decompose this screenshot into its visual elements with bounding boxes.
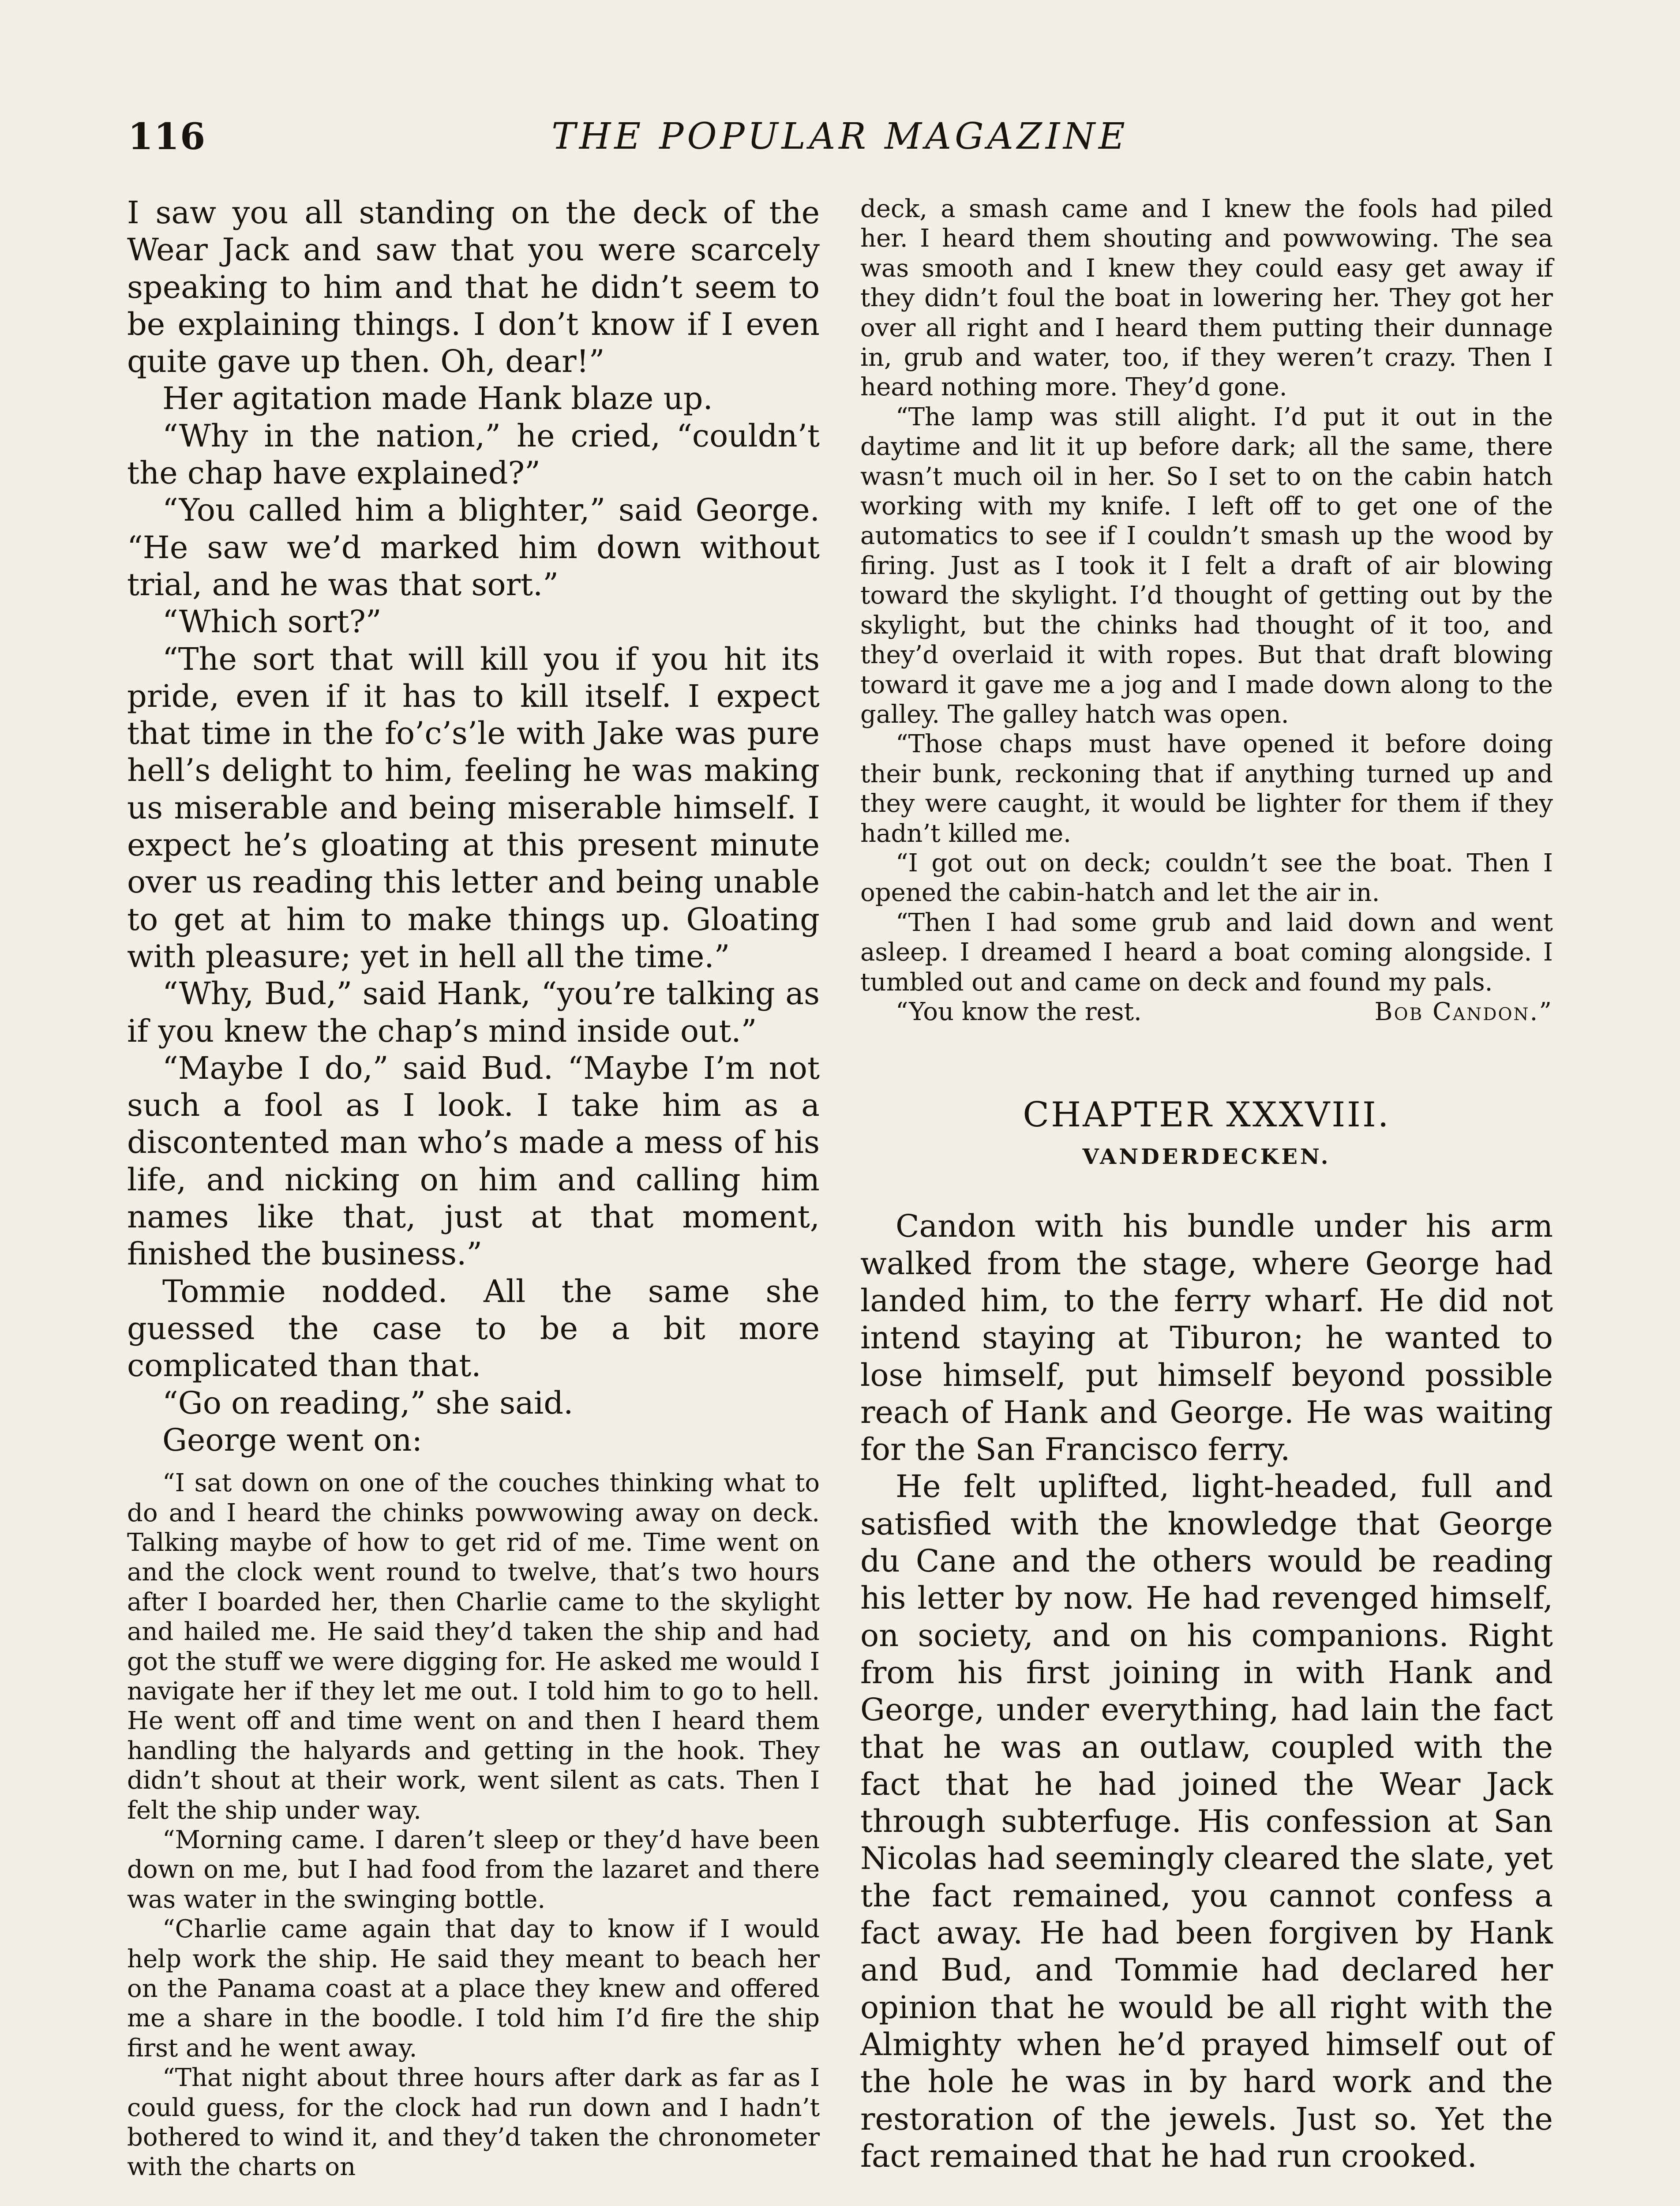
chapter-heading	[860, 1093, 1553, 1177]
letter-paragraph: “Those chaps must have opened it before doing their bunk, reckoning that if anything turned up and they were caught, it would be lighter for them if they hadn’t killed me.	[860, 730, 1553, 848]
paragraph: Her agitation made Hank blaze up.	[162, 380, 713, 417]
letter-paragraph: “I sat down on one of the couches thinking what to do and I heard the chinks powwowing away on deck. Talking maybe of how to get rid of me. Time went on and the clock went round to twelve, that’s two hours after I boarded her, then Charlie came to the skylight and hailed me. He said they’d taken the ship and had got the stuff we were digging for. He asked me would I navigate her if they let me out. I told him to go to hell. He went off and time went on and then I heard them handling the halyards and getting in the hook. They didn’t shout at their work, went silent as cats. Then I felt the ship under way.	[127, 1469, 820, 1825]
paragraph: He felt uplifted, light-headed, full and satisfied with the knowledge that George du Cane and the others would be reading his letter by now. He had revenged himself, on society, and on his companions. Right from his first joining in with Hank and George, under everything, had lain the fact that he was an outlaw, coupled with the fact that he had joined the Wear Jack through subterfuge. His confession at San Nicolas had seemingly cleared the slate, yet the fact remained, you cannot confess a fact away. He had been forgiven by Hank and Bud, and Tommie had declared her opinion that he would be all right with the Almighty when he’d prayed himself out of the hole he was in by hard work and the restoration of the jewels. Just so. Yet the fact remained that he had run crooked.	[860, 1468, 1553, 2174]
letter-paragraph: “That night about three hours after dark as far as I could guess, for the clock had run down and I hadn’t bothered to wind it, and they’d taken the chronometer with the charts on	[127, 2063, 820, 2182]
letter-paragraph: “The lamp was still alight. I’d put it out in the daytime and lit it up before dark; all the same, there wasn’t much oil in her. So I set to on the cabin hatch working with my knife. I left off to get one of the automatics to see if I couldn’t smash up the wood by firing. Just as I took it I felt a draft of air blowing toward the skylight. I’d thought of getting out by the skylight, but the chinks had thought of it too, and they’d overlaid it with ropes. But that draft blowing toward it gave me a jog and I made down along to the galley. The galley hatch was open.	[860, 402, 1553, 729]
right-column	[860, 194, 1553, 2175]
left-column	[127, 194, 820, 2182]
running-title: THE POPULAR MAGAZINE	[551, 116, 1129, 158]
letter-paragraph: “I got out on deck; couldn’t see the boat. Then I opened the cabin-hatch and let the air in.	[860, 848, 1553, 908]
narrative-block-1	[127, 194, 820, 1459]
paragraph: “The sort that will kill you if you hit its pride, even if it has to kill itself. I expect that time in the fo’c’s’le with Jake was pure hell’s delight to him, feeling he was making us miserable and being miserable himself. I expect he’s gloating at this present minute over us reading this letter and being unable to get at him to make things up. Gloating with pleasure; yet in hell all the time.”	[127, 641, 820, 975]
letter-closing	[860, 997, 1553, 1027]
paragraph: Tommie nodded. All the same she guessed the case to be a bit more complicated than that.	[127, 1273, 820, 1384]
letter-block-2	[860, 194, 1553, 1027]
narrative-block-2	[860, 1208, 1553, 2175]
paragraph: “Why, Bud,” said Hank, “you’re talking as if you knew the chap’s mind inside out.”	[127, 975, 820, 1049]
paragraph: “Why in the nation,” he cried, “couldn’t the chap have explained?”	[127, 417, 820, 491]
letter-block-1	[127, 1468, 820, 2182]
letter-paragraph: “Charlie came again that day to know if I would help work the ship. He said they meant to beach her on the Panama coast at a place they knew and offered me a share in the boodle. I told him I’d fire the ship first and he went away.	[127, 1915, 820, 2063]
paragraph: Candon with his bundle under his arm walked from the stage, where George had landed him, to the ferry wharf. He did not intend staying at Tiburon; he wanted to lose himself, put himself beyond possible reach of Hank and George. He was waiting for the San Francisco ferry.	[860, 1208, 1553, 1468]
paragraph: “You called him a blighter,” said George. “He saw we’d marked him down without trial, and he was that sort.”	[127, 492, 820, 603]
paragraph: “Go on reading,” she said.	[162, 1384, 574, 1421]
page-number: 116	[128, 116, 206, 158]
letter-closing-text: “You know the rest.	[896, 997, 1142, 1026]
page-header	[0, 116, 1680, 164]
paragraph: “Maybe I do,” said Bud. “Maybe I’m not such a fool as I look. I take him as a discontented man who’s made a mess of his life, and nicking on him and calling him names like that, just at that moment, finished the business.”	[127, 1050, 820, 1272]
chapter-subtitle: VANDERDECKEN.	[1082, 1144, 1331, 1170]
letter-paragraph: “Then I had some grub and laid down and went asleep. I dreamed I heard a boat coming alongside. I tumbled out and came on deck and found my pals.	[860, 908, 1553, 997]
paragraph: I saw you all standing on the deck of the Wear Jack and saw that you were scarcely speaking to him and that he didn’t seem to be explaining things. I don’t know if I even quite gave up then. Oh, dear!”	[127, 195, 820, 380]
paragraph: “Which sort?”	[162, 604, 382, 640]
letter-paragraph: “Morning came. I daren’t sleep or they’d have been down on me, but I had food from the lazaret and there was water in the swinging bottle.	[127, 1825, 820, 1914]
letter-paragraph: deck, a smash came and I knew the fools had piled her. I heard them shouting and powwowing. The sea was smooth and I knew they could easy get away if they didn’t foul the boat in lowering her. They got her over all right and I heard them putting their dunnage in, grub and water, too, if they weren’t crazy. Then I heard nothing more. They’d gone.	[860, 195, 1553, 402]
letter-signature: Bob Candon.”	[1374, 997, 1553, 1026]
paragraph: George went on:	[162, 1422, 423, 1458]
chapter-title: CHAPTER XXXVIII.	[1023, 1095, 1391, 1135]
